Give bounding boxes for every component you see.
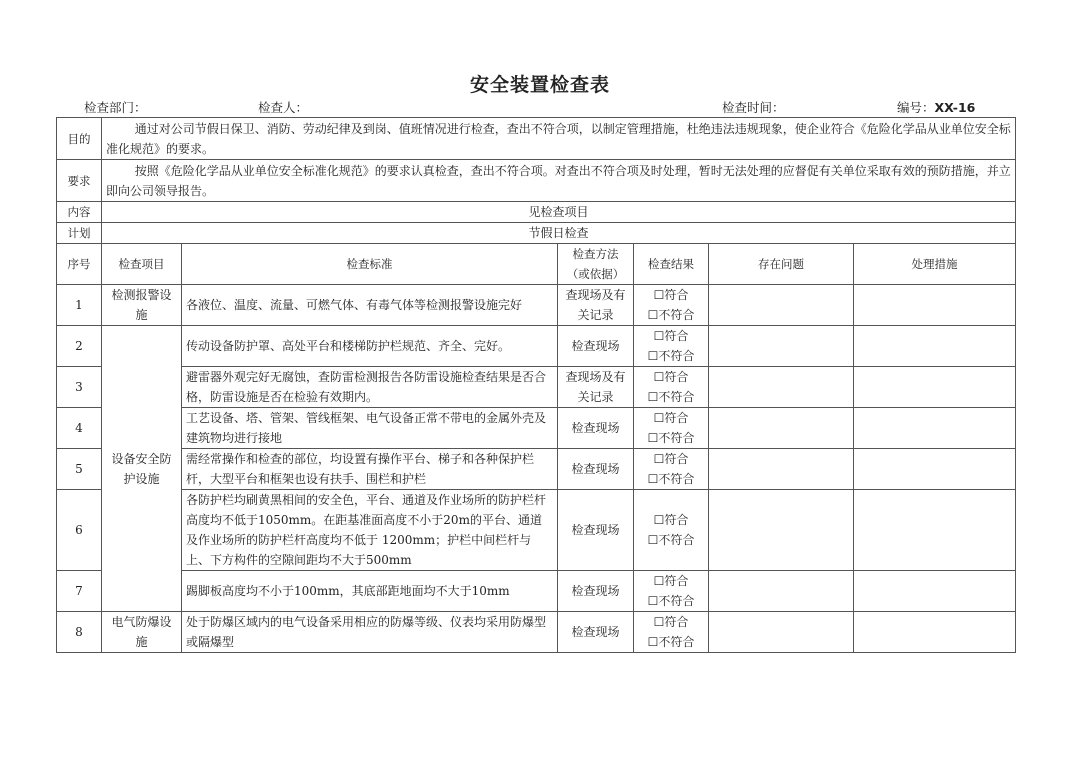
check-method: 检查现场 bbox=[558, 571, 634, 612]
fail-label: 不符合 bbox=[658, 390, 695, 404]
purpose-label: 目的 bbox=[57, 118, 102, 160]
checkbox-icon: ☐ bbox=[647, 594, 659, 608]
measure-cell[interactable] bbox=[854, 326, 1016, 367]
check-standard: 需经常操作和检查的部位，均设置有操作平台、梯子和各种保护栏杆，大型平台和框架也设有扶手、围栏和护栏 bbox=[182, 449, 558, 490]
pass-option[interactable] bbox=[638, 449, 704, 469]
fail-label: 不符合 bbox=[658, 533, 695, 547]
pass-label: 符合 bbox=[664, 452, 689, 466]
checkbox-icon: ☐ bbox=[647, 431, 659, 445]
fail-label: 不符合 bbox=[658, 472, 695, 486]
row-number: 2 bbox=[57, 326, 102, 367]
inspection-table bbox=[56, 117, 1016, 653]
fail-label: 不符合 bbox=[658, 635, 695, 649]
check-item-electrical-explosion-proof: 电气防爆设施 bbox=[102, 612, 182, 653]
pass-option[interactable] bbox=[638, 571, 704, 591]
check-method: 查现场及有关记录 bbox=[558, 367, 634, 408]
fail-option[interactable] bbox=[638, 591, 704, 611]
check-result bbox=[634, 612, 709, 653]
issue-cell[interactable] bbox=[709, 285, 854, 326]
check-result bbox=[634, 449, 709, 490]
plan-value: 节假日检查 bbox=[102, 223, 1016, 244]
issue-cell[interactable] bbox=[709, 408, 854, 449]
checkbox-icon: ☐ bbox=[653, 370, 665, 384]
checkbox-icon: ☐ bbox=[653, 329, 665, 343]
pass-option[interactable] bbox=[638, 510, 704, 530]
purpose-text: 通过对公司节假日保卫、消防、劳动纪律及到岗、值班情况进行检查，查出不符合项，以制定管理措施，杜绝违法违规现象，使企业符合《危险化学品从业单位安全标准化规范》的要求。 bbox=[102, 118, 1016, 160]
table-row bbox=[57, 449, 1016, 490]
page-title: 安全装置检查表 bbox=[469, 74, 610, 96]
fail-label: 不符合 bbox=[658, 594, 695, 608]
measure-cell[interactable] bbox=[854, 612, 1016, 653]
row-number: 4 bbox=[57, 408, 102, 449]
requirement-text: 按照《危险化学品从业单位安全标准化规范》的要求认真检查，查出不符合项。对查出不符合项及时处理，暂时无法处理的应督促有关单位采取有效的预防措施，并立即向公司领导报告。 bbox=[102, 160, 1016, 202]
issue-cell[interactable] bbox=[709, 367, 854, 408]
check-method: 检查现场 bbox=[558, 490, 634, 571]
pass-label: 符合 bbox=[664, 411, 689, 425]
table-row bbox=[57, 408, 1016, 449]
checkbox-icon: ☐ bbox=[647, 533, 659, 547]
checkbox-icon: ☐ bbox=[653, 574, 665, 588]
pass-label: 符合 bbox=[664, 370, 689, 384]
pass-option[interactable] bbox=[638, 285, 704, 305]
measure-cell[interactable] bbox=[854, 408, 1016, 449]
check-standard: 处于防爆区域内的电气设备采用相应的防爆等级、仪表均采用防爆型或隔爆型 bbox=[182, 612, 558, 653]
measure-cell[interactable] bbox=[854, 367, 1016, 408]
check-result bbox=[634, 571, 709, 612]
header-standard: 检查标准 bbox=[182, 244, 558, 285]
check-method: 检查现场 bbox=[558, 612, 634, 653]
pass-label: 符合 bbox=[664, 513, 689, 527]
table-row bbox=[57, 367, 1016, 408]
checkbox-icon: ☐ bbox=[653, 411, 665, 425]
measure-cell[interactable] bbox=[854, 571, 1016, 612]
header-row bbox=[57, 244, 1016, 285]
measure-cell[interactable] bbox=[854, 449, 1016, 490]
row-number: 5 bbox=[57, 449, 102, 490]
requirement-label: 要求 bbox=[57, 160, 102, 202]
check-standard: 传动设备防护罩、高处平台和楼梯防护栏规范、齐全、完好。 bbox=[182, 326, 558, 367]
table-row bbox=[57, 571, 1016, 612]
issue-cell[interactable] bbox=[709, 571, 854, 612]
row-number: 6 bbox=[57, 490, 102, 571]
checkbox-icon: ☐ bbox=[647, 349, 659, 363]
check-result bbox=[634, 285, 709, 326]
plan-row bbox=[57, 223, 1016, 244]
header-method: 检查方法（或依据） bbox=[558, 244, 634, 285]
document-number bbox=[897, 98, 975, 116]
check-method: 检查现场 bbox=[558, 449, 634, 490]
check-method: 查现场及有关记录 bbox=[558, 285, 634, 326]
document-number-value: XX-16 bbox=[934, 100, 976, 115]
header-result: 检查结果 bbox=[634, 244, 709, 285]
pass-label: 符合 bbox=[664, 288, 689, 302]
fail-label: 不符合 bbox=[658, 308, 695, 322]
table-row bbox=[57, 490, 1016, 571]
pass-option[interactable] bbox=[638, 408, 704, 428]
row-number: 8 bbox=[57, 612, 102, 653]
check-standard: 工艺设备、塔、管架、管线框架、电气设备正常不带电的金属外壳及建筑物均进行接地 bbox=[182, 408, 558, 449]
checkbox-icon: ☐ bbox=[653, 452, 665, 466]
fail-option[interactable] bbox=[638, 530, 704, 550]
check-standard: 踢脚板高度均不小于100mm，其底部距地面均不大于10mm bbox=[182, 571, 558, 612]
check-result bbox=[634, 490, 709, 571]
row-number: 3 bbox=[57, 367, 102, 408]
measure-cell[interactable] bbox=[854, 285, 1016, 326]
checkbox-icon: ☐ bbox=[647, 308, 659, 322]
content-label: 内容 bbox=[57, 202, 102, 223]
header-no: 序号 bbox=[57, 244, 102, 285]
check-item-detection-alarm: 检测报警设施 bbox=[102, 285, 182, 326]
check-method: 检查现场 bbox=[558, 408, 634, 449]
pass-option[interactable] bbox=[638, 367, 704, 387]
issue-cell[interactable] bbox=[709, 449, 854, 490]
fail-option[interactable] bbox=[638, 387, 704, 407]
check-standard: 避雷器外观完好无腐蚀，查防雷检测报告各防雷设施检查结果是否合格，防雷设施是否在检验有效期内。 bbox=[182, 367, 558, 408]
checkbox-icon: ☐ bbox=[653, 615, 665, 629]
fail-option[interactable] bbox=[638, 632, 704, 652]
check-item-equipment-protection: 设备安全防护设施 bbox=[102, 326, 182, 612]
pass-option[interactable] bbox=[638, 612, 704, 632]
check-standard: 各防护栏均刷黄黑相间的安全色，平台、通道及作业场所的防护栏杆高度均不低于1050mm。在距基准面高度不小于20m的平台、通道及作业场所的防护栏杆高度均不低于 1200mm；护栏中间栏杆与上、下方构件的空隙间距均不大于500mm bbox=[182, 490, 558, 571]
document-number-label: 编号： bbox=[897, 100, 935, 115]
fail-option[interactable] bbox=[638, 428, 704, 448]
inspection-time-label: 检查时间： bbox=[722, 100, 785, 115]
measure-cell[interactable] bbox=[854, 490, 1016, 571]
checkbox-icon: ☐ bbox=[647, 390, 659, 404]
fail-label: 不符合 bbox=[658, 431, 695, 445]
content-row bbox=[57, 202, 1016, 223]
fail-option[interactable] bbox=[638, 305, 704, 325]
header-measure: 处理措施 bbox=[854, 244, 1016, 285]
checkbox-icon: ☐ bbox=[647, 472, 659, 486]
fail-label: 不符合 bbox=[658, 349, 695, 363]
issue-cell[interactable] bbox=[709, 612, 854, 653]
plan-label: 计划 bbox=[57, 223, 102, 244]
inspection-department-label: 检查部门： bbox=[84, 100, 147, 115]
pass-label: 符合 bbox=[664, 329, 689, 343]
header-item: 检查项目 bbox=[102, 244, 182, 285]
fail-option[interactable] bbox=[638, 346, 704, 366]
checkbox-icon: ☐ bbox=[647, 635, 659, 649]
issue-cell[interactable] bbox=[709, 326, 854, 367]
check-result bbox=[634, 326, 709, 367]
requirement-row bbox=[57, 160, 1016, 202]
purpose-row bbox=[57, 118, 1016, 160]
check-result bbox=[634, 367, 709, 408]
checkbox-icon: ☐ bbox=[653, 513, 665, 527]
row-number: 1 bbox=[57, 285, 102, 326]
pass-label: 符合 bbox=[664, 574, 689, 588]
inspector-label: 检查人： bbox=[258, 100, 309, 115]
pass-label: 符合 bbox=[664, 615, 689, 629]
header-issue: 存在问题 bbox=[709, 244, 854, 285]
table-row bbox=[57, 285, 1016, 326]
content-value: 见检查项目 bbox=[102, 202, 1016, 223]
check-result bbox=[634, 408, 709, 449]
pass-option[interactable] bbox=[638, 326, 704, 346]
issue-cell[interactable] bbox=[709, 490, 854, 571]
check-method: 检查现场 bbox=[558, 326, 634, 367]
checkbox-icon: ☐ bbox=[653, 288, 665, 302]
table-row bbox=[57, 326, 1016, 367]
table-row bbox=[57, 612, 1016, 653]
fail-option[interactable] bbox=[638, 469, 704, 489]
row-number: 7 bbox=[57, 571, 102, 612]
check-standard: 各液位、温度、流量、可燃气体、有毒气体等检测报警设施完好 bbox=[182, 285, 558, 326]
